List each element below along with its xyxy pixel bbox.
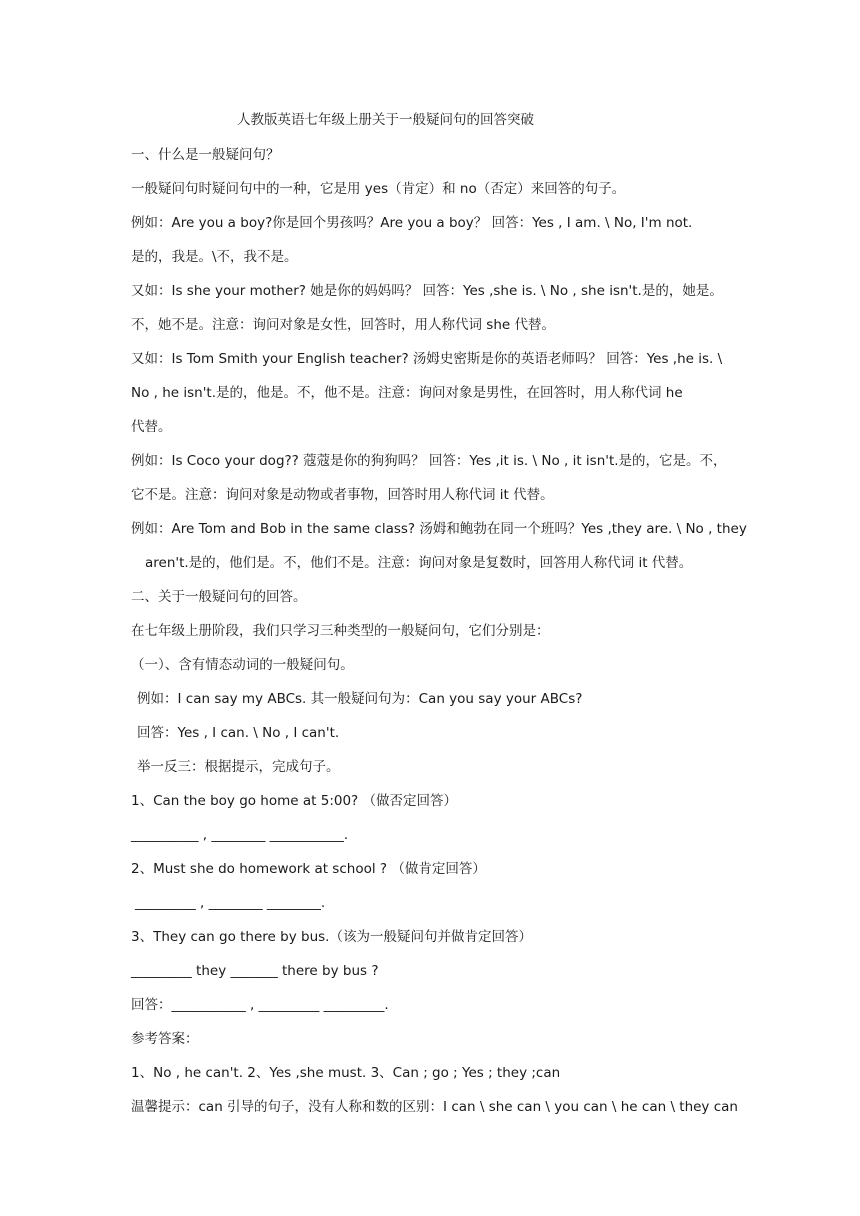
exercise-question: 2、Must she do homework at school ? （做肯定回答） xyxy=(131,861,486,877)
paragraph-line: 不，她不是。注意：询问对象是女性，回答时，用人称代词 she 代替。 xyxy=(131,317,555,333)
paragraph-line: 例如：Are Tom and Bob in the same class? 汤姆和鲍勃在同一个班吗？Yes ,they are. \ No , they xyxy=(131,521,747,537)
exercise-question: 3、They can go there by bus.（该为一般疑问句并做肯定回答） xyxy=(131,929,532,945)
reference-answers-heading: 参考答案： xyxy=(131,1031,199,1047)
exercise-instruction: 举一反三：根据提示，完成句子。 xyxy=(137,759,340,775)
paragraph-line: 它不是。注意：询问对象是动物或者事物，回答时用人称代词 it 代替。 xyxy=(131,487,554,503)
example-line: 例如：I can say my ABCs. 其一般疑问句为：Can you say your ABCs? xyxy=(137,691,583,707)
section-heading: 二、关于一般疑问句的回答。 xyxy=(131,589,307,605)
answer-blanks: _________ they _______ there by bus ? xyxy=(131,963,379,979)
reference-answers: 1、No , he can't. 2、Yes ,she must. 3、Can ; go ; Yes ; they ;can xyxy=(131,1065,561,1081)
tip-line: 温馨提示：can 引导的句子，没有人称和数的区别：I can \ she can \ you can \ he can \ they can xyxy=(131,1099,738,1115)
paragraph-line: 例如：Are you a boy?你是回个男孩吗？Are you a boy？ 回答：Yes , I am. \ No, I'm not. xyxy=(131,215,693,231)
paragraph-line: 又如：Is Tom Smith your English teacher? 汤姆史密斯是你的英语老师吗？ 回答：Yes ,he is. \ xyxy=(131,351,723,367)
section-heading: 一、什么是一般疑问句？ xyxy=(131,147,280,163)
paragraph-line: 是的，我是。\不，我不是。 xyxy=(131,249,298,265)
exercise-question: 1、Can the boy go home at 5:00? （做否定回答） xyxy=(131,793,458,809)
paragraph-line: No , he isn't.是的，他是。不，他不是。注意：询问对象是男性，在回答时，用人称代词 he xyxy=(131,385,683,401)
answer-line: 回答：Yes , I can. \ No , I can't. xyxy=(137,725,340,741)
paragraph-line: aren't.是的，他们是。不，他们不是。注意：询问对象是复数时，回答用人称代词 it 代替。 xyxy=(145,555,693,571)
paragraph-line: 又如：Is she your mother? 她是你的妈妈吗？ 回答：Yes ,she is. \ No , she isn't.是的，她是。 xyxy=(131,283,723,299)
paragraph-line: 代替。 xyxy=(131,419,172,435)
answer-blanks: _________ , ________ ________. xyxy=(135,895,326,911)
answer-blanks: __________ , ________ ___________. xyxy=(131,827,349,843)
answer-blanks: 回答：___________ , _________ _________. xyxy=(131,997,389,1013)
paragraph-line: 在七年级上册阶段，我们只学习三种类型的一般疑问句，它们分别是： xyxy=(131,623,550,639)
document-title: 人教版英语七年级上册关于一般疑问句的回答突破 xyxy=(237,112,534,128)
paragraph-line: 例如：Is Coco your dog?? 蔻蔻是你的狗狗吗？ 回答：Yes ,it is. \ No , it isn't.是的，它是。不， xyxy=(131,453,727,469)
subsection-heading: （一）、含有情态动词的一般疑问句。 xyxy=(131,657,354,673)
paragraph-line: 一般疑问句时疑问句中的一种，它是用 yes（肯定）和 no（否定）来回答的句子。 xyxy=(131,181,626,197)
